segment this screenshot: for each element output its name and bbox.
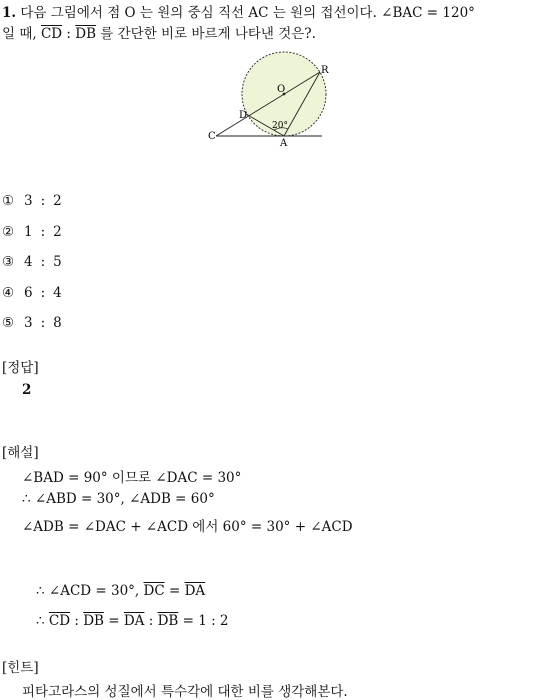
segment-db: $\overline{DB}$ xyxy=(75,26,97,42)
choice-b: 2 xyxy=(53,193,62,209)
explanation-heading: [해설] xyxy=(2,445,39,461)
explanation-line-4 xyxy=(36,583,205,599)
exp4-eq: = xyxy=(164,583,185,599)
question-text-2a: 일 때, xyxy=(2,26,41,42)
choice-sep: : xyxy=(40,285,46,301)
choice-b: 4 xyxy=(53,285,62,301)
answer-value: 2 xyxy=(22,382,32,398)
segment-da: $\overline{DA}$ xyxy=(184,583,206,599)
label-r: R xyxy=(321,65,329,76)
question-line-1 xyxy=(2,1,475,21)
choice-a: 3 xyxy=(24,193,33,209)
choice-2[interactable] xyxy=(2,224,62,240)
choice-5[interactable] xyxy=(2,315,62,331)
choice-3[interactable] xyxy=(2,254,62,270)
choice-a: 4 xyxy=(24,254,33,270)
question-line-2 xyxy=(2,22,316,42)
segment-cd: $\overline{CD}$ xyxy=(40,26,63,42)
choice-1[interactable] xyxy=(2,193,62,209)
choice-a: 1 xyxy=(24,224,33,240)
segment-cd: $\overline{CD}$ xyxy=(48,613,71,629)
explanation-line-1: ∠BAD = 90° 이므로 ∠DAC = 30° xyxy=(22,470,242,486)
question-number: 1. xyxy=(2,5,17,21)
explanation-line-2: ∴ ∠ABD = 30°, ∠ADB = 60° xyxy=(22,491,215,507)
choice-a: 6 xyxy=(24,285,33,301)
geometry-figure xyxy=(200,50,340,152)
label-d: D xyxy=(239,110,248,121)
label-a: A xyxy=(280,138,288,149)
explanation-line-5 xyxy=(36,613,229,629)
choice-a: 3 xyxy=(24,315,33,331)
segment-db: $\overline{DB}$ xyxy=(157,613,179,629)
choice-marker: ④ xyxy=(2,285,15,301)
explanation-line-3: ∠ADB = ∠DAC + ∠ACD 에서 60° = 30° + ∠ACD xyxy=(22,519,353,535)
label-o: O xyxy=(277,84,286,95)
label-c: C xyxy=(208,131,216,142)
choice-b: 8 xyxy=(53,315,62,331)
choice-sep: : xyxy=(40,254,46,270)
question-text-2b: 를 간단한 비로 바르게 나타낸 것은?. xyxy=(96,26,316,42)
choice-marker: ③ xyxy=(2,254,15,270)
label-angle: 20° xyxy=(272,121,288,131)
exp5-prefix: ∴ xyxy=(36,613,49,629)
hint-text: 피타고라스의 성질에서 특수각에 대한 비를 생각해본다. xyxy=(22,684,348,700)
exp5-colon-2: : xyxy=(144,613,158,629)
segment-db: $\overline{DB}$ xyxy=(83,613,104,629)
exp4-prefix: ∴ ∠ACD = 30°, xyxy=(36,583,144,599)
choice-b: 5 xyxy=(53,254,62,270)
exp5-tail: = 1 : 2 xyxy=(178,613,229,629)
choice-marker: ⑤ xyxy=(2,315,15,331)
segment-da: $\overline{DA}$ xyxy=(123,613,145,629)
choice-sep: : xyxy=(40,224,46,240)
exp5-colon-1: : xyxy=(70,613,84,629)
choice-sep: : xyxy=(40,193,46,209)
question-text-1: 다음 그림에서 점 O 는 원의 중심 직선 AC 는 원의 접선이다. ∠BAC = 120° xyxy=(20,5,475,21)
hint-heading: [힌트] xyxy=(2,660,39,676)
question-colon: : xyxy=(62,26,76,42)
segment-dc: $\overline{DC}$ xyxy=(143,583,165,599)
choice-4[interactable] xyxy=(2,285,62,301)
choice-marker: ② xyxy=(2,224,15,240)
choice-b: 2 xyxy=(53,224,62,240)
choice-sep: : xyxy=(40,315,46,331)
choice-marker: ① xyxy=(2,193,15,209)
answer-heading: [정답] xyxy=(2,360,39,376)
exp5-eq: = xyxy=(103,613,124,629)
